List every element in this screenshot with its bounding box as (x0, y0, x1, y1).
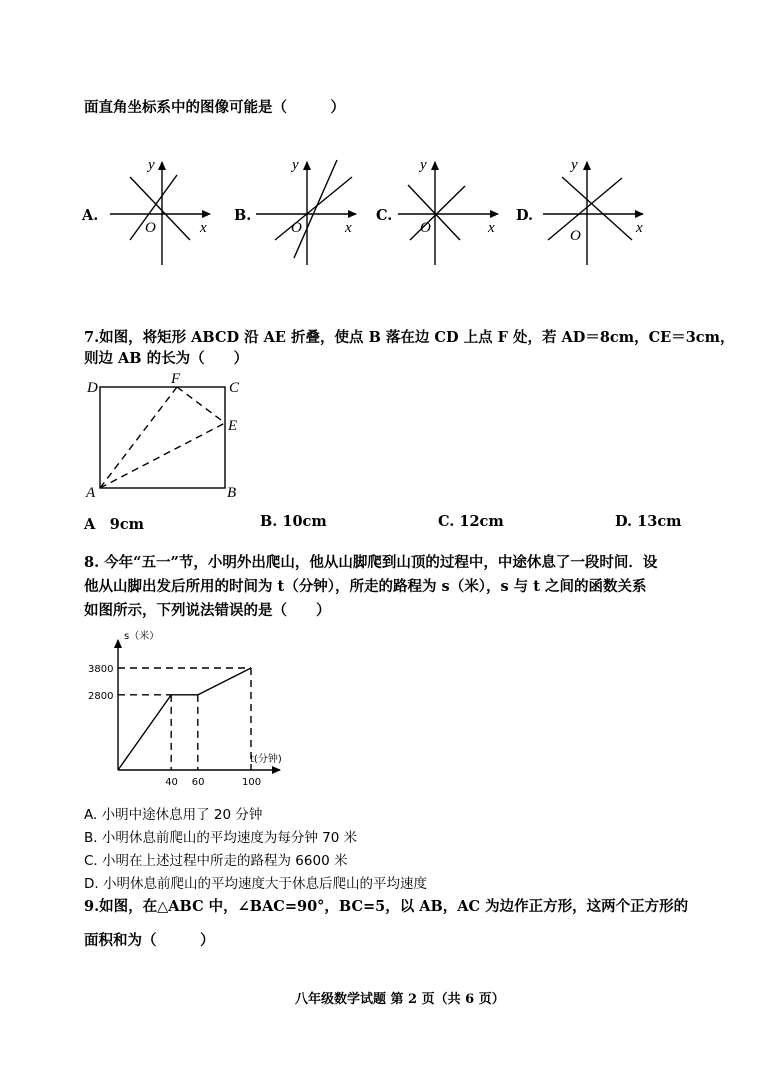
q7-option-a: A 9cm (84, 516, 145, 533)
page-footer: 八年级数学试题 第 2 页（共 6 页） (295, 992, 505, 1007)
q8-line-3: 如图所示，下列说法错误的是（ ） (84, 602, 331, 619)
q7-option-c: C. 12cm (438, 513, 504, 530)
q8-option-a: A. 小明中途休息用了 20 分钟 (84, 807, 263, 823)
point-f-label: F (171, 371, 181, 387)
graph-b (234, 157, 356, 265)
q9-line-2: 面积和为（ ） (84, 932, 215, 949)
series-segment (198, 668, 251, 695)
line-1 (130, 177, 190, 240)
x-tick-label: 40 (165, 777, 178, 788)
graph-d (516, 157, 643, 265)
q9-line-1: 9.如图，在△ABC 中，∠BAC=90°，BC=5，以 AB，AC 为边作正方形，这两个正方形的 (84, 898, 689, 915)
x-axis-label: t(分钟) (250, 754, 282, 765)
origin-label: O (291, 220, 302, 236)
point-e-label: E (228, 418, 238, 434)
segment-af (100, 387, 177, 488)
graph-c (376, 157, 498, 265)
line-2 (548, 178, 622, 240)
q7-line-2: 则边 AB 的长为（ ） (84, 350, 249, 367)
graph-a (81, 157, 210, 265)
origin-label: O (570, 228, 581, 244)
x-label: x (345, 220, 352, 236)
x-label: x (488, 220, 495, 236)
y-axis-label: s（米） (124, 631, 160, 642)
rectangle-abcd (100, 387, 225, 488)
x-tick-label: 60 (191, 777, 205, 788)
x-label: x (636, 220, 643, 236)
series-segment (118, 695, 171, 770)
q8-option-b: B. 小明休息前爬山的平均速度为每分钟 70 米 (84, 830, 358, 846)
q6-graphs (0, 150, 760, 280)
line-1 (275, 177, 352, 240)
graph-label: C. (376, 207, 393, 224)
y-label: y (292, 157, 299, 173)
y-tick-label: 2800 (88, 690, 114, 702)
q8-line-2: 他从山脚出发后所用的时间为 t（分钟），所走的路程为 s（米），s 与 t 之间的函数关系 (84, 578, 647, 595)
point-a-label: A (86, 485, 96, 501)
y-label: y (148, 157, 155, 173)
q7-line-1: 7.如图，将矩形 ABCD 沿 AE 折叠，使点 B 落在边 CD 上点 F 处，若 AD＝8cm，CE＝3cm， (84, 329, 735, 346)
point-b-label: B (227, 485, 237, 501)
graph-label: B. (234, 207, 252, 224)
graph-label: D. (516, 207, 534, 224)
point-d-label: D (87, 380, 98, 396)
y-label: y (571, 157, 578, 173)
y-label: y (420, 157, 427, 173)
x-label: x (200, 220, 207, 236)
point-c-label: C (229, 380, 240, 396)
q8-option-c: C. 小明在上述过程中所走的路程为 6600 米 (84, 853, 348, 869)
segment-fe (177, 387, 225, 423)
graph-label: A. (82, 207, 99, 224)
line-2 (410, 186, 465, 240)
q8-chart (80, 625, 300, 788)
origin-label: O (145, 220, 156, 236)
q7-option-d: D. 13cm (615, 513, 682, 530)
q6-text: 面直角坐标系中的图像可能是（ ） (84, 99, 345, 116)
line-2 (294, 160, 337, 258)
x-tick-label: 100 (242, 777, 262, 788)
y-tick-label: 3800 (88, 664, 114, 675)
q8-line-1: 8. 今年“五一”节，小明外出爬山，他从山脚爬到山顶的过程中，中途休息了一段时间．设 (84, 554, 658, 571)
q8-option-d: D. 小明休息前爬山的平均速度大于休息后爬山的平均速度 (84, 876, 427, 892)
line-1 (408, 185, 460, 240)
origin-label: O (420, 220, 431, 236)
q7-option-b: B. 10cm (260, 513, 327, 530)
q7-figure (80, 370, 260, 510)
segment-ae (100, 423, 225, 488)
